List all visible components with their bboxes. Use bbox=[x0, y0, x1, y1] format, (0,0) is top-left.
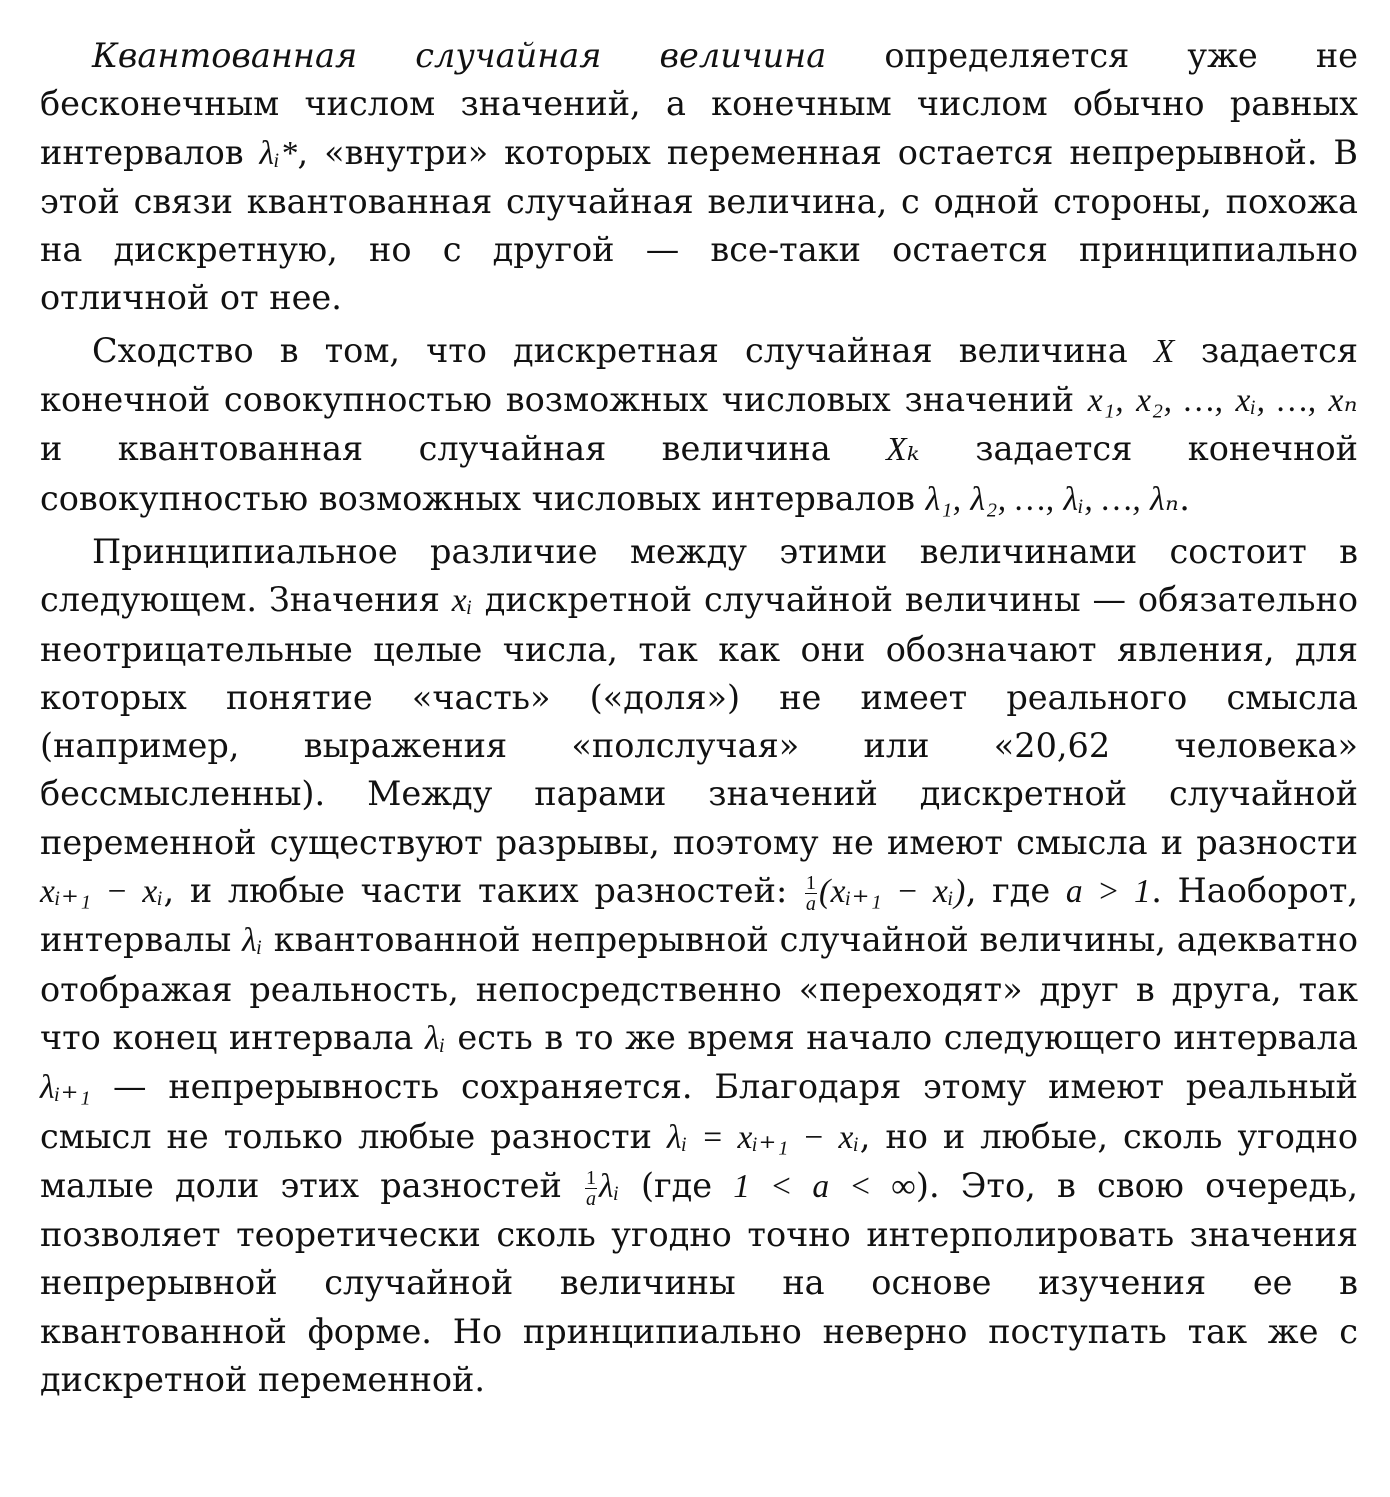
math-a-greater-1: a > 1 bbox=[1065, 873, 1152, 911]
fraction-denominator: a bbox=[805, 893, 816, 916]
math-a-range: 1 < a < ∞ bbox=[733, 1167, 916, 1205]
paragraph-2 bbox=[40, 327, 1358, 524]
text-span: ). Это, в свою очередь, позволяет теоретически сколь угодно точно интерполировать значения непрерывной случайной величины на основе изучения ее в квантованной форме. Но принципиально неверно поступать так же с дискретной переменной. bbox=[40, 1165, 1359, 1400]
math-x-values: x₁, x₂, …, xᵢ, …, xₙ bbox=[1087, 382, 1359, 420]
text-span: Сходство в том, что дискретная случайная величина bbox=[92, 330, 1154, 370]
text-span: , где bbox=[965, 871, 1066, 911]
math-X: X bbox=[1153, 332, 1175, 370]
text-span: дискретной случайной величины — обязательно неотрицательные целые числа, так как они обозначают явления, для которых понятие «часть» («доля») не имеет реального смысла (например, выражения «полслучая» или «20,62 человека» бессмысленны). Между парами значений дискретной случайной переменной существуют разрывы, поэтому не имеют смысла и разности bbox=[40, 580, 1358, 862]
text-span: есть в то же время начало следующего интервала bbox=[445, 1017, 1358, 1057]
math-fraction-expression: (xᵢ₊₁ − xᵢ) bbox=[818, 873, 966, 911]
text-span: задается конечной совокупностью возможных числовых интервалов bbox=[40, 429, 1358, 518]
text-span: Принципиальное различие между этими величинами состоит в следующем. Значения bbox=[40, 531, 1358, 620]
math-Xk: Xₖ bbox=[886, 431, 920, 469]
math-lambda-i-plus-1: λᵢ₊₁ bbox=[40, 1069, 92, 1107]
math-fraction-1-over-a bbox=[805, 873, 817, 915]
text-span: квантованной непрерывной случайной величины, адекватно отображая реальность, непосредственно «переходят» друг в друга, так что конец интервала bbox=[40, 920, 1358, 1057]
text-span: , но и любые, сколь угодно малые доли этих разностей bbox=[40, 1116, 1358, 1205]
math-lambda-i: λᵢ bbox=[425, 1019, 446, 1057]
text-span: — непрерывность сохраняется. Благодаря этому имеют реальный смысл не только любые разности bbox=[40, 1067, 1358, 1156]
fraction-denominator: a bbox=[586, 1188, 597, 1211]
paragraph-1 bbox=[40, 32, 1358, 323]
text-span: . Наоборот, интервалы bbox=[40, 871, 1358, 960]
math-fraction-1-over-a bbox=[585, 1168, 597, 1210]
math-difference: xᵢ₊₁ − xᵢ bbox=[40, 873, 164, 911]
fraction-numerator: 1 bbox=[805, 872, 816, 894]
defined-term: Квантованная случайная величина bbox=[92, 36, 827, 75]
text-span: . bbox=[1179, 478, 1190, 518]
text-span: задается конечной совокупностью возможных числовых значений bbox=[40, 330, 1358, 420]
fraction-numerator: 1 bbox=[586, 1166, 597, 1189]
text-span: и квантованная случайная величина bbox=[40, 429, 887, 469]
math-lambda-i: λᵢ bbox=[599, 1167, 620, 1205]
math-lambda-equation: λᵢ = xᵢ₊₁ − xᵢ bbox=[667, 1118, 860, 1156]
math-lambda-i: λᵢ bbox=[242, 922, 263, 960]
text-span: , и любые части таких разностей: bbox=[163, 871, 803, 911]
text-span: , «внутри» которых переменная остается непрерывной. В этой связи квантованная случайная величина, с одной стороны, похожа на дискретную, но с другой — все-таки остается принципиально отличной от нее. bbox=[40, 132, 1358, 318]
paragraph-3 bbox=[40, 528, 1358, 1404]
math-lambda-i-star: λᵢ* bbox=[259, 134, 298, 172]
math-lambda-values: λ₁, λ₂, …, λᵢ, …, λₙ bbox=[925, 480, 1180, 518]
text-span: определяется уже не бесконечным числом значений, а конечным числом обычно равных интервалов bbox=[40, 36, 1359, 172]
text-span: (где bbox=[619, 1165, 734, 1205]
math-x-i: xᵢ bbox=[451, 582, 473, 620]
